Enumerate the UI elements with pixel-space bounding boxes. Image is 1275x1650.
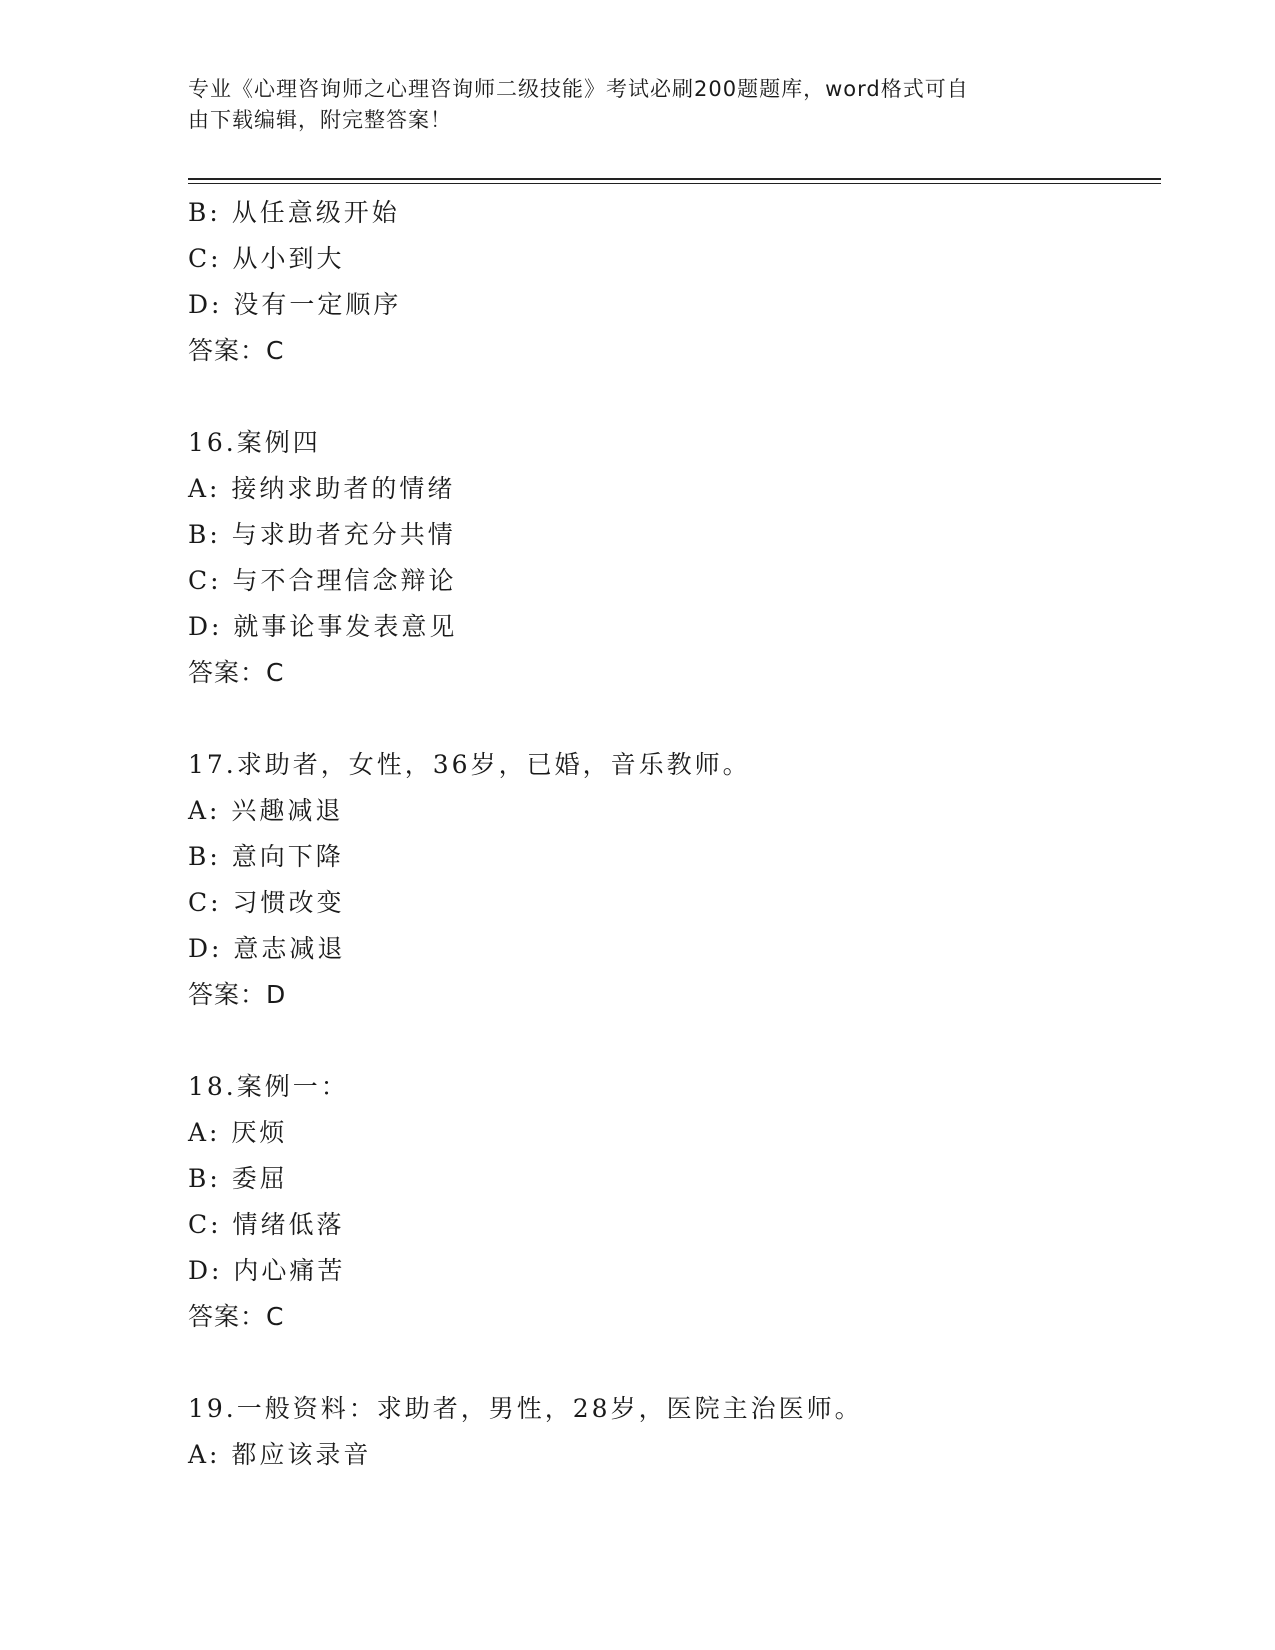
option-c: C: 习惯改变 — [188, 888, 345, 917]
answer-line: 答案：C — [188, 658, 285, 687]
answer-line: 答案：C — [188, 336, 285, 365]
question-title: 19.一般资料：求助者，男性，28岁，医院主治医师。 — [188, 1394, 863, 1423]
option-d: D: 就事论事发表意见 — [188, 612, 458, 641]
question-title: 18.案例一： — [188, 1072, 349, 1101]
question-block-16 — [188, 420, 1148, 696]
option-a: A: 都应该录音 — [188, 1440, 372, 1469]
option-d: D: 没有一定顺序 — [188, 290, 402, 319]
document-header — [188, 74, 1088, 136]
question-list — [188, 190, 1148, 1478]
answer-line: 答案：C — [188, 1302, 285, 1331]
option-b: B: 委屈 — [188, 1164, 288, 1193]
option-b: B: 从任意级开始 — [188, 198, 400, 227]
option-b: B: 意向下降 — [188, 842, 344, 871]
spacer — [188, 1018, 1148, 1064]
spacer — [188, 1340, 1148, 1386]
header-divider-thick — [188, 178, 1161, 180]
question-block-17 — [188, 742, 1148, 1018]
option-d: D: 意志减退 — [188, 934, 346, 963]
option-a: A: 厌烦 — [188, 1118, 288, 1147]
option-c: C: 与不合理信念辩论 — [188, 566, 457, 595]
answer-line: 答案：D — [188, 980, 287, 1009]
question-block-19 — [188, 1386, 1148, 1478]
question-title: 16.案例四 — [188, 428, 321, 457]
question-title: 17.求助者，女性，36岁，已婚，音乐教师。 — [188, 750, 751, 779]
option-b: B: 与求助者充分共情 — [188, 520, 456, 549]
option-c: C: 情绪低落 — [188, 1210, 345, 1239]
question-block-partial — [188, 190, 1148, 374]
option-a: A: 接纳求助者的情绪 — [188, 474, 456, 503]
option-a: A: 兴趣减退 — [188, 796, 344, 825]
header-divider-thin — [188, 183, 1161, 184]
option-c: C: 从小到大 — [188, 244, 345, 273]
spacer — [188, 374, 1148, 420]
header-line-1: 专业《心理咨询师之心理咨询师二级技能》考试必刷200题题库，word格式可自 — [188, 77, 969, 101]
option-d: D: 内心痛苦 — [188, 1256, 346, 1285]
spacer — [188, 696, 1148, 742]
question-block-18 — [188, 1064, 1148, 1340]
header-line-2: 由下载编辑，附完整答案！ — [188, 108, 452, 132]
